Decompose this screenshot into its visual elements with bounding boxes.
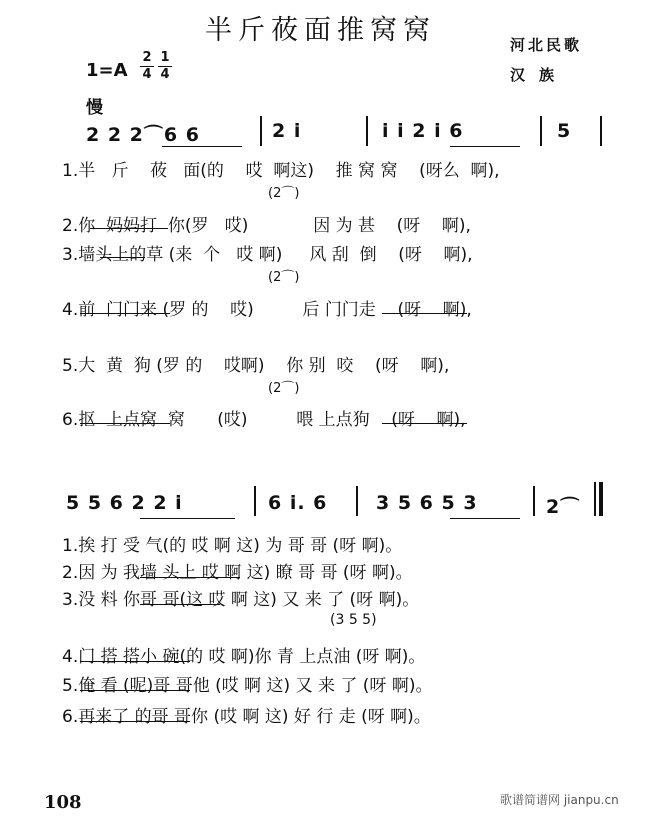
- lyric-underline: [382, 313, 467, 314]
- lyric: 刮: [331, 245, 349, 265]
- verse-number: 1.: [62, 536, 79, 556]
- lyric: 窝: [358, 161, 376, 181]
- page-number: 108: [44, 792, 82, 813]
- lyric: (呀: [391, 410, 415, 430]
- beam: [450, 518, 520, 519]
- alt-notes: (3 5 5): [330, 612, 377, 628]
- lyric-underline: [382, 423, 467, 424]
- lyric-underline: [80, 313, 170, 314]
- verse-2-3: [62, 585, 419, 610]
- lyric: (呀么: [419, 161, 460, 181]
- lyric: (呀: [375, 356, 399, 376]
- source-region: 河北民歌: [510, 36, 583, 54]
- verse-number: 6.: [62, 410, 79, 430]
- verse-number: 5.: [62, 676, 79, 696]
- barline: [540, 116, 542, 146]
- time-sig-1-numerator: 2: [142, 50, 152, 65]
- beam: [450, 146, 520, 147]
- lyric: 哎): [230, 300, 254, 320]
- verse-number: 3.: [62, 245, 79, 265]
- measure-7: 3 5 6 5 3: [376, 492, 478, 514]
- lyric: 啊),: [436, 410, 466, 430]
- time-sig-2-numerator: 1: [160, 50, 170, 65]
- lyric: 因: [313, 216, 331, 236]
- lyric: 啊),: [441, 216, 471, 236]
- final-barline-thick: [599, 482, 603, 516]
- lyric: 推: [335, 161, 353, 181]
- verse-number: 4.: [62, 647, 79, 667]
- source-ethnicity: 汉族: [510, 66, 569, 84]
- lyric: 的: [185, 356, 203, 376]
- lyric: 的: [191, 300, 209, 320]
- verse-2-1: [62, 531, 402, 556]
- watermark: 歌谱简谱网 jianpu.cn: [500, 793, 619, 807]
- lyric-underline: [140, 604, 220, 605]
- lyric: 为: [335, 216, 353, 236]
- lyric: 上点狗: [318, 410, 370, 430]
- verse-number: 5.: [62, 356, 79, 376]
- time-sig-1-denominator: 4: [142, 67, 152, 82]
- lyric: 墙头上的草: [78, 245, 164, 265]
- lyric: 个: [203, 245, 221, 265]
- time-sig-2-denominator: 4: [160, 67, 170, 82]
- lyric-underline: [80, 721, 190, 722]
- lyric: (罗: [156, 356, 180, 376]
- lyric: (呀: [396, 216, 421, 236]
- verse-2-2: [62, 558, 413, 583]
- lyric: 前: [78, 300, 96, 320]
- lyric: 风: [309, 245, 327, 265]
- lyric: 啊这): [273, 161, 315, 181]
- lyric: 啊),: [443, 245, 473, 265]
- lyric: 别: [308, 356, 326, 376]
- lyric-underline: [80, 423, 170, 424]
- lyric: 啊),: [470, 161, 500, 181]
- verse-number: 2.: [62, 216, 79, 236]
- measure-3: i i 2 i 6: [382, 120, 464, 142]
- lyric-underline: [80, 661, 190, 662]
- final-barline-thin: [594, 482, 596, 516]
- alt-note-1: (2⌒): [268, 186, 300, 201]
- lyric: 哎: [236, 245, 254, 265]
- measure-8: 2⌒: [546, 496, 581, 518]
- lyric: 喂: [296, 410, 314, 430]
- lyric: (哎): [217, 410, 248, 430]
- barline: [356, 486, 358, 516]
- lyric: 半: [78, 161, 96, 181]
- verse-3: [62, 240, 473, 265]
- verse-6: [62, 405, 466, 430]
- barline: [533, 486, 535, 516]
- verse-4: [62, 295, 472, 320]
- lyric: 啊): [258, 245, 283, 265]
- lyric: 甚: [358, 216, 376, 236]
- lyric: (罗: [162, 300, 187, 320]
- lyric-underline: [100, 257, 145, 258]
- lyric: 窝: [167, 410, 185, 430]
- lyric: 莜: [150, 161, 168, 181]
- lyric: 啊),: [442, 300, 472, 320]
- lyric: 抠: [78, 410, 96, 430]
- lyric-underline: [90, 228, 168, 229]
- verse-1: [62, 156, 500, 181]
- beam: [140, 518, 235, 519]
- alt-note-3: (2⌒): [268, 381, 300, 396]
- time-signature-2: [158, 51, 172, 82]
- measure-5: 5 5 6 2 2 i: [66, 492, 183, 514]
- verse-2-6: [62, 702, 431, 727]
- beam: [162, 146, 242, 147]
- lyric: 斤: [111, 161, 129, 181]
- lyric-line: 挨 打 受 气(的 哎 啊 这) 为 哥 哥 (呀 啊)。: [78, 536, 403, 556]
- measure-6: 6 i. 6: [268, 492, 328, 514]
- lyric-underline: [140, 577, 240, 578]
- lyric: 后: [302, 300, 320, 320]
- verse-number: 1.: [62, 161, 79, 181]
- verse-number: 4.: [62, 300, 79, 320]
- verse-2: [62, 211, 471, 236]
- lyric: 妈妈打: [106, 216, 158, 236]
- song-title: 半斤莜面推窝窝: [205, 15, 436, 46]
- lyric-line: 因 为 我墙 头上 哎 啊 这) 瞭 哥 哥 (呀 啊)。: [78, 563, 413, 583]
- barline: [254, 486, 256, 516]
- verse-number: 6.: [62, 707, 79, 727]
- tempo-marking: 慢: [86, 98, 103, 118]
- verse-2-5: [62, 671, 432, 696]
- lyric: 上点窝: [106, 410, 158, 430]
- lyric-line: 再来了 的哥 哥你 (哎 啊 这) 好 行 走 (呀 啊)。: [78, 707, 431, 727]
- barline: [600, 116, 602, 146]
- lyric-line: 没 料 你哥 哥(这 哎 啊 这) 又 来 了 (呀 啊)。: [78, 590, 420, 610]
- lyric-underline: [80, 690, 190, 691]
- lyric: 狗: [133, 356, 151, 376]
- lyric: (呀: [398, 245, 422, 265]
- lyric: 哎啊): [223, 356, 265, 376]
- lyric-line: 俺 看 (呢)哥 哥他 (哎 啊 这) 又 来 了 (呀 啊)。: [78, 676, 433, 696]
- measure-2: 2 i: [272, 120, 302, 142]
- lyric: 门门来: [106, 300, 158, 320]
- lyric: 你: [78, 216, 96, 236]
- barline: [366, 116, 368, 146]
- lyric: 窝: [380, 161, 398, 181]
- lyric: 面(的: [183, 161, 224, 181]
- key-signature: 1=A: [86, 60, 128, 81]
- measure-4: 5: [557, 120, 572, 142]
- lyric: 哎): [224, 216, 249, 236]
- alt-note-2: (2⌒): [268, 270, 300, 285]
- verse-5: [62, 351, 449, 376]
- verse-number: 2.: [62, 563, 79, 583]
- measure-1: 2 2 2⌒6 6: [86, 124, 200, 146]
- lyric: (来: [168, 245, 193, 265]
- lyric: 哎: [245, 161, 263, 181]
- lyric: 咬: [336, 356, 354, 376]
- lyric: 你(罗: [167, 216, 209, 236]
- lyric: 啊),: [420, 356, 450, 376]
- time-signature-1: [140, 51, 154, 82]
- lyric: 门门走: [324, 300, 376, 320]
- lyric: 大: [78, 356, 96, 376]
- lyric-line: 门 搭 搭小 碗(的 哎 啊)你 青 上点油 (呀 啊)。: [78, 647, 426, 667]
- verse-2-4: [62, 642, 425, 667]
- verse-number: 3.: [62, 590, 79, 610]
- lyric: 你: [286, 356, 304, 376]
- lyric: 倒: [359, 245, 377, 265]
- lyric: (呀: [397, 300, 422, 320]
- lyric: 黄: [106, 356, 124, 376]
- barline: [260, 116, 262, 146]
